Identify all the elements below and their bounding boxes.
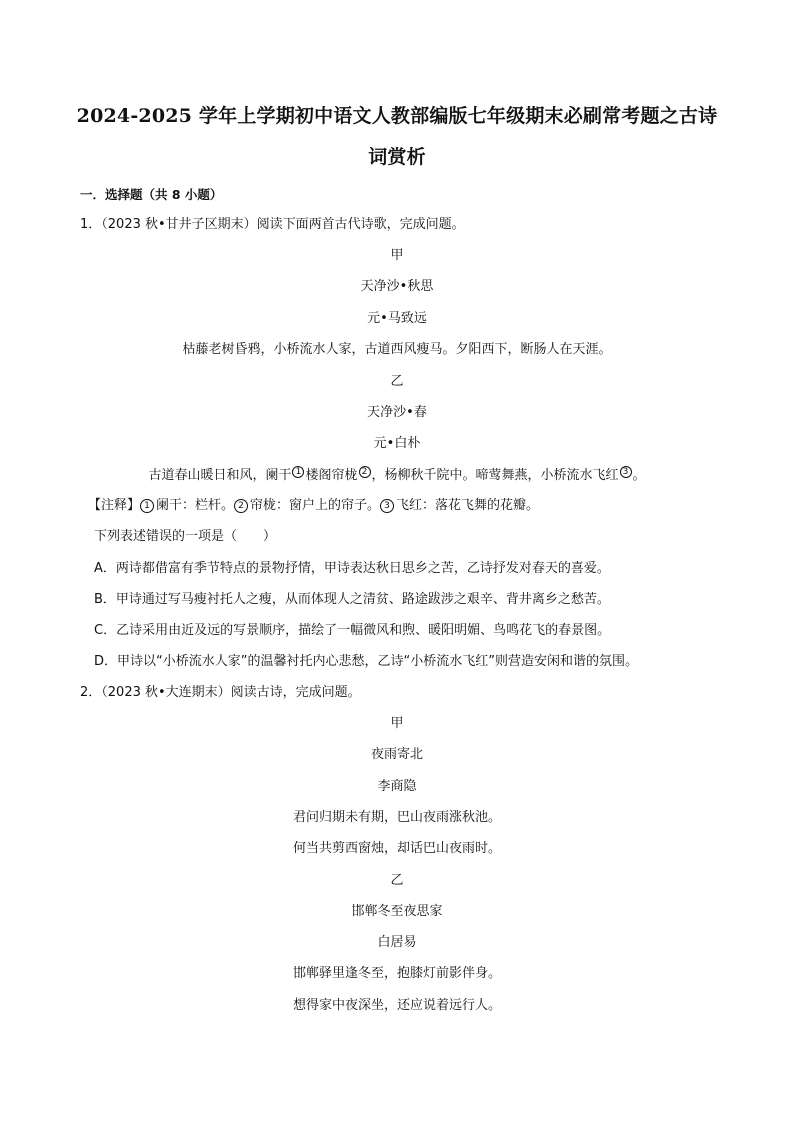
option-a[interactable]: A．两诗都借富有季节特点的景物抒情，甲诗表达秋日思乡之苦，乙诗抒发对春天的喜爱。 <box>94 561 610 576</box>
note-2-mark: 2 <box>234 499 248 513</box>
q2-poem-a-author: 李商隐 <box>377 779 417 794</box>
note-3-text: 飞红：落花飞舞的花瓣。 <box>396 498 540 513</box>
q2-poem-b-title: 邯郸冬至夜思家 <box>351 904 443 919</box>
question-1-header <box>80 216 465 234</box>
note-3-mark: 3 <box>380 499 394 513</box>
q2-poem-b-label: 乙 <box>390 873 404 888</box>
option-c[interactable]: C．乙诗采用由近及远的写景顺序，描绘了一幅微风和煦、暖阳明媚、鸟鸣花飞的春景图。 <box>94 623 611 638</box>
q2-poem-b-line-2: 想得家中夜深坐，还应说着远行人。 <box>292 998 501 1013</box>
q2-poem-b-author: 白居易 <box>377 935 417 950</box>
poem-b-line-part2: 楼阁帘栊 <box>305 468 358 483</box>
option-d[interactable]: D．甲诗以“小桥流水人家”的温馨衬托内心悲愁，乙诗“小桥流水飞红”则营造安闲和谐的氛围。 <box>94 654 638 669</box>
note-2-text: 帘栊：窗户上的帘子。 <box>250 498 381 513</box>
q2-poem-b-line-1: 邯郸驿里逢冬至，抱膝灯前影伴身。 <box>292 966 501 981</box>
poem-b-title: 天净沙•春 <box>367 405 427 420</box>
poem-b-line <box>60 466 734 485</box>
poem-b-line-part3: ，杨柳秋千院中。啼莺舞燕，小桥流水飞红 <box>371 468 619 483</box>
note-mark-1: 1 <box>292 466 304 478</box>
q2-poem-a-title: 夜雨寄北 <box>370 747 423 762</box>
poem-a-label: 甲 <box>390 248 404 263</box>
question-2-number: 2． <box>80 685 102 700</box>
note-mark-3: 3 <box>620 466 632 478</box>
question-2-header <box>80 684 361 702</box>
q2-poem-a-line-1: 君问归期未有期，巴山夜雨涨秋池。 <box>292 810 501 825</box>
document-title-line2: 词赏析 <box>368 146 426 168</box>
option-b[interactable]: B．甲诗通过写马瘦衬托人之瘦，从而体现人之清贫、路途跋涉之艰辛、背井离乡之愁苦。 <box>94 592 610 607</box>
poem-a-title: 天净沙•秋思 <box>360 279 434 294</box>
q2-poem-a-label: 甲 <box>390 716 404 731</box>
q2-poem-a-line-2: 何当共剪西窗烛，却话巴山夜雨时。 <box>292 841 501 856</box>
poem-b-author: 元•白朴 <box>373 436 421 451</box>
note-1-text: 阑干：栏杆。 <box>156 498 235 513</box>
poem-a-line: 枯藤老树昏鸦，小桥流水人家，古道西风瘦马。夕阳西下，断肠人在天涯。 <box>182 342 612 357</box>
poem-notes <box>88 497 539 515</box>
note-1-mark: 1 <box>140 499 154 513</box>
document-title-line1: 2024-2025 学年上学期初中语文人教部编版七年级期末必刷常考题之古诗 <box>76 105 718 127</box>
poem-a-author: 元•马致远 <box>367 311 427 326</box>
note-mark-2: 2 <box>359 466 371 478</box>
poem-b-line-part4: 。 <box>632 468 646 483</box>
question-2-source: （2023 秋•大连期末）阅读古诗，完成问题。 <box>101 685 361 700</box>
poem-b-label: 乙 <box>390 374 404 389</box>
section-heading: 一．选择题（共 8 小题） <box>80 187 223 202</box>
question-1-number: 1． <box>80 217 102 232</box>
question-1-source: （2023 秋•甘井子区期末）阅读下面两首古代诗歌，完成问题。 <box>101 217 465 232</box>
poem-b-line-part1: 古道春山暖日和风，阑干 <box>148 468 292 483</box>
question-1-prompt: 下列表述错误的一项是（ ） <box>94 529 277 544</box>
notes-prefix: 【注释】 <box>88 498 141 513</box>
